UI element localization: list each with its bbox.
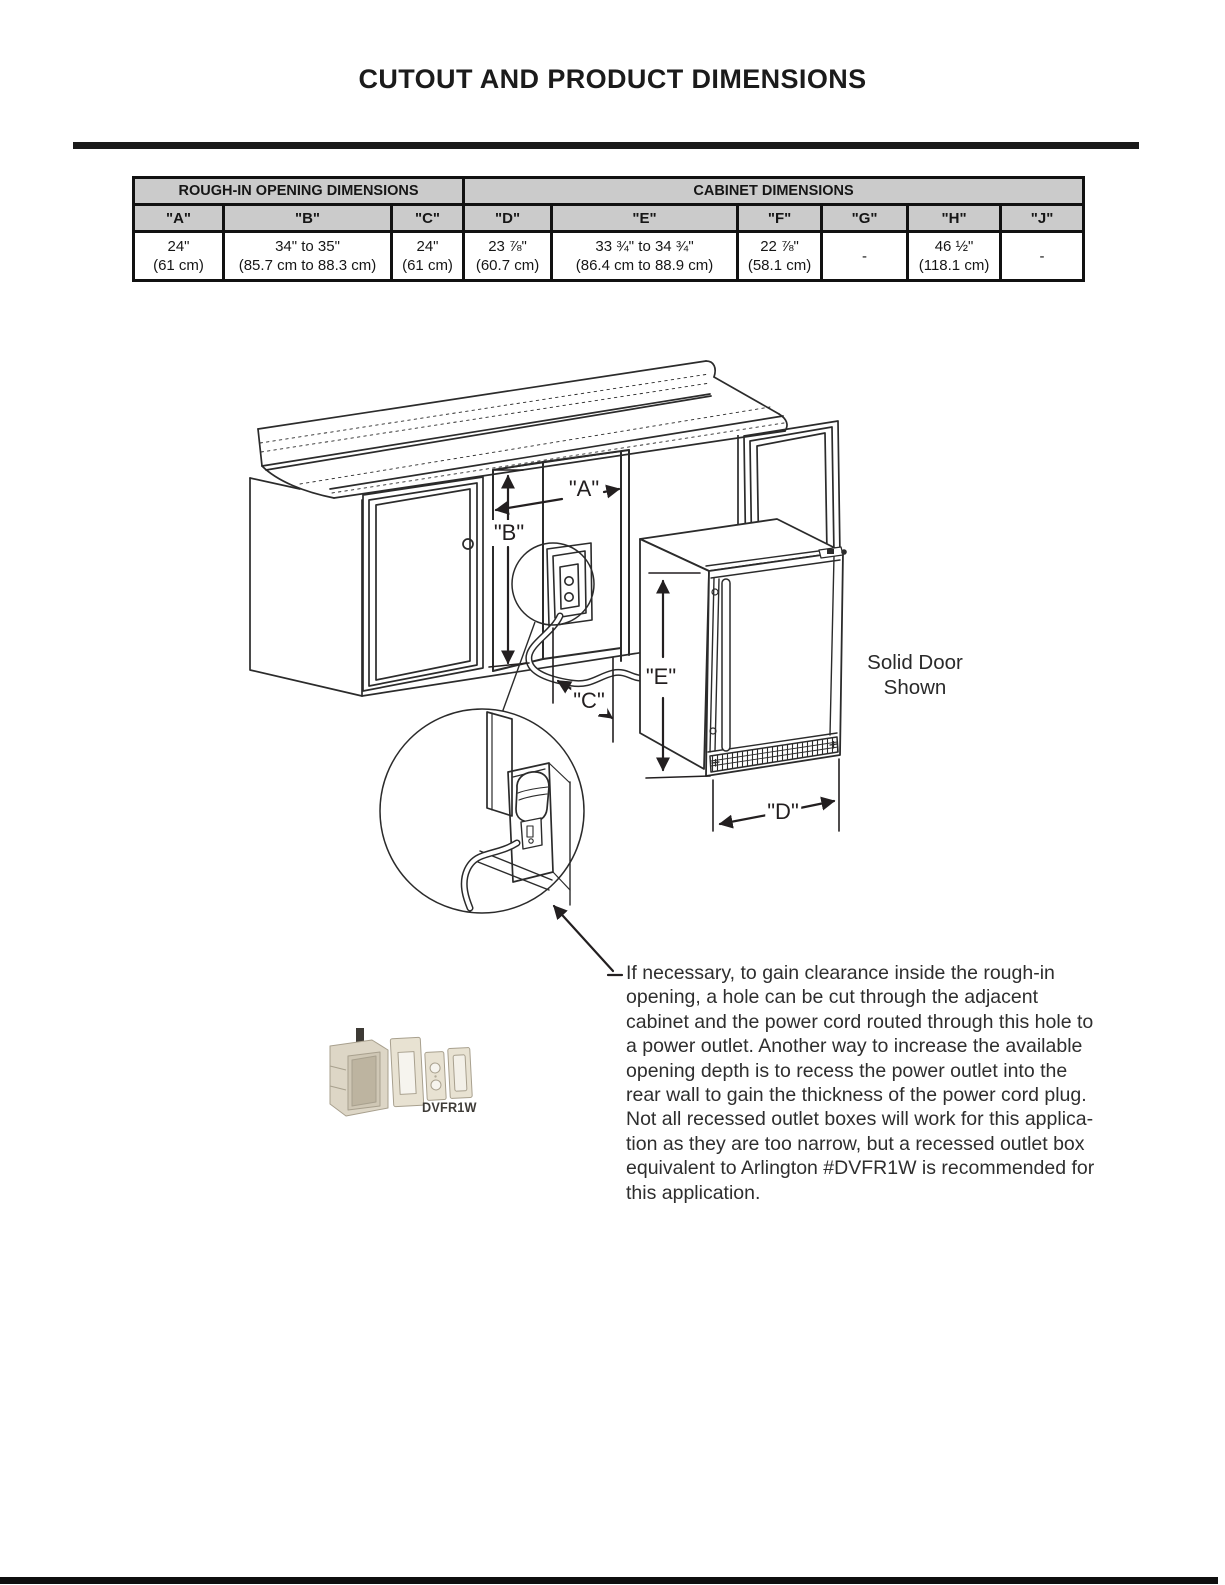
countertop [258,361,787,498]
note-line: rear wall to gain the thickness of the power cord plug. [626,1084,1087,1107]
note-line: opening, a hole can be cut through the adjacent [626,986,1038,1009]
door-handle [722,579,730,751]
table-cell-e: 33 ¾" to 34 ¾" (86.4 cm to 88.9 cm) [552,232,738,281]
note-line: equivalent to Arlington #DVFR1W is recommended for [626,1157,1095,1180]
left-cabinet-door [363,477,483,691]
column-header-d: "D" [464,205,552,232]
door-knob [463,539,473,549]
dim-label-d: "D" [767,799,799,824]
dim-label-e: "E" [645,664,677,689]
plug [516,772,549,822]
column-header-e: "E" [552,205,738,232]
column-header-g: "G" [822,205,908,232]
table-cell-c: 24" (61 cm) [392,232,464,281]
power-cord [529,616,642,684]
note-line: cabinet and the power cord routed through this hole to [626,1010,1094,1033]
column-header-f: "F" [738,205,822,232]
table-group-header-rough-in: ROUGH-IN OPENING DIMENSIONS [134,178,464,205]
dim-label-c: "C" [573,688,605,713]
note-line: Not all recessed outlet boxes will work for this applica- [626,1108,1094,1131]
table-cell-j: - [1001,232,1084,281]
rough-in-opening [493,450,629,671]
dim-label-a: "A" [568,476,600,501]
receptacle [521,818,542,849]
refrigerator [640,519,847,776]
solid-door-caption: Solid Door Shown [867,651,963,699]
column-header-b: "B" [224,205,392,232]
table-cell-b: 34" to 35" (85.7 cm to 88.3 cm) [224,232,392,281]
column-header-j: "J" [1001,205,1084,232]
product-label: DVFR1W [422,1100,477,1115]
table-cell-a: 24" (61 cm) [134,232,224,281]
dim-label-b: "B" [493,520,525,545]
note-paragraph [626,961,1094,1205]
column-header-a: "A" [134,205,224,232]
column-header-c: "C" [392,205,464,232]
column-header-h: "H" [908,205,1001,232]
table-group-header-cabinet: CABINET DIMENSIONS [464,178,1084,205]
outlet-detail-circle [380,709,584,913]
table-cell-h: 46 ½" (118.1 cm) [908,232,1001,281]
outlet [547,543,592,626]
note-line: this application. [626,1181,761,1204]
page-title: CUTOUT AND PRODUCT DIMENSIONS [358,64,867,94]
note-arrow [554,906,622,975]
note-line: a power outlet. Another way to increase the available [626,1035,1083,1058]
note-line: opening depth is to recess the power outlet into the [626,1059,1068,1082]
table-cell-f: 22 ⅞" (58.1 cm) [738,232,822,281]
table-cell-d: 23 ⅞" (60.7 cm) [464,232,552,281]
table-cell-g: - [822,232,908,281]
note-line: If necessary, to gain clearance inside the rough-in [626,962,1055,984]
note-line: tion as they are too narrow, but a recessed outlet box [626,1132,1085,1155]
